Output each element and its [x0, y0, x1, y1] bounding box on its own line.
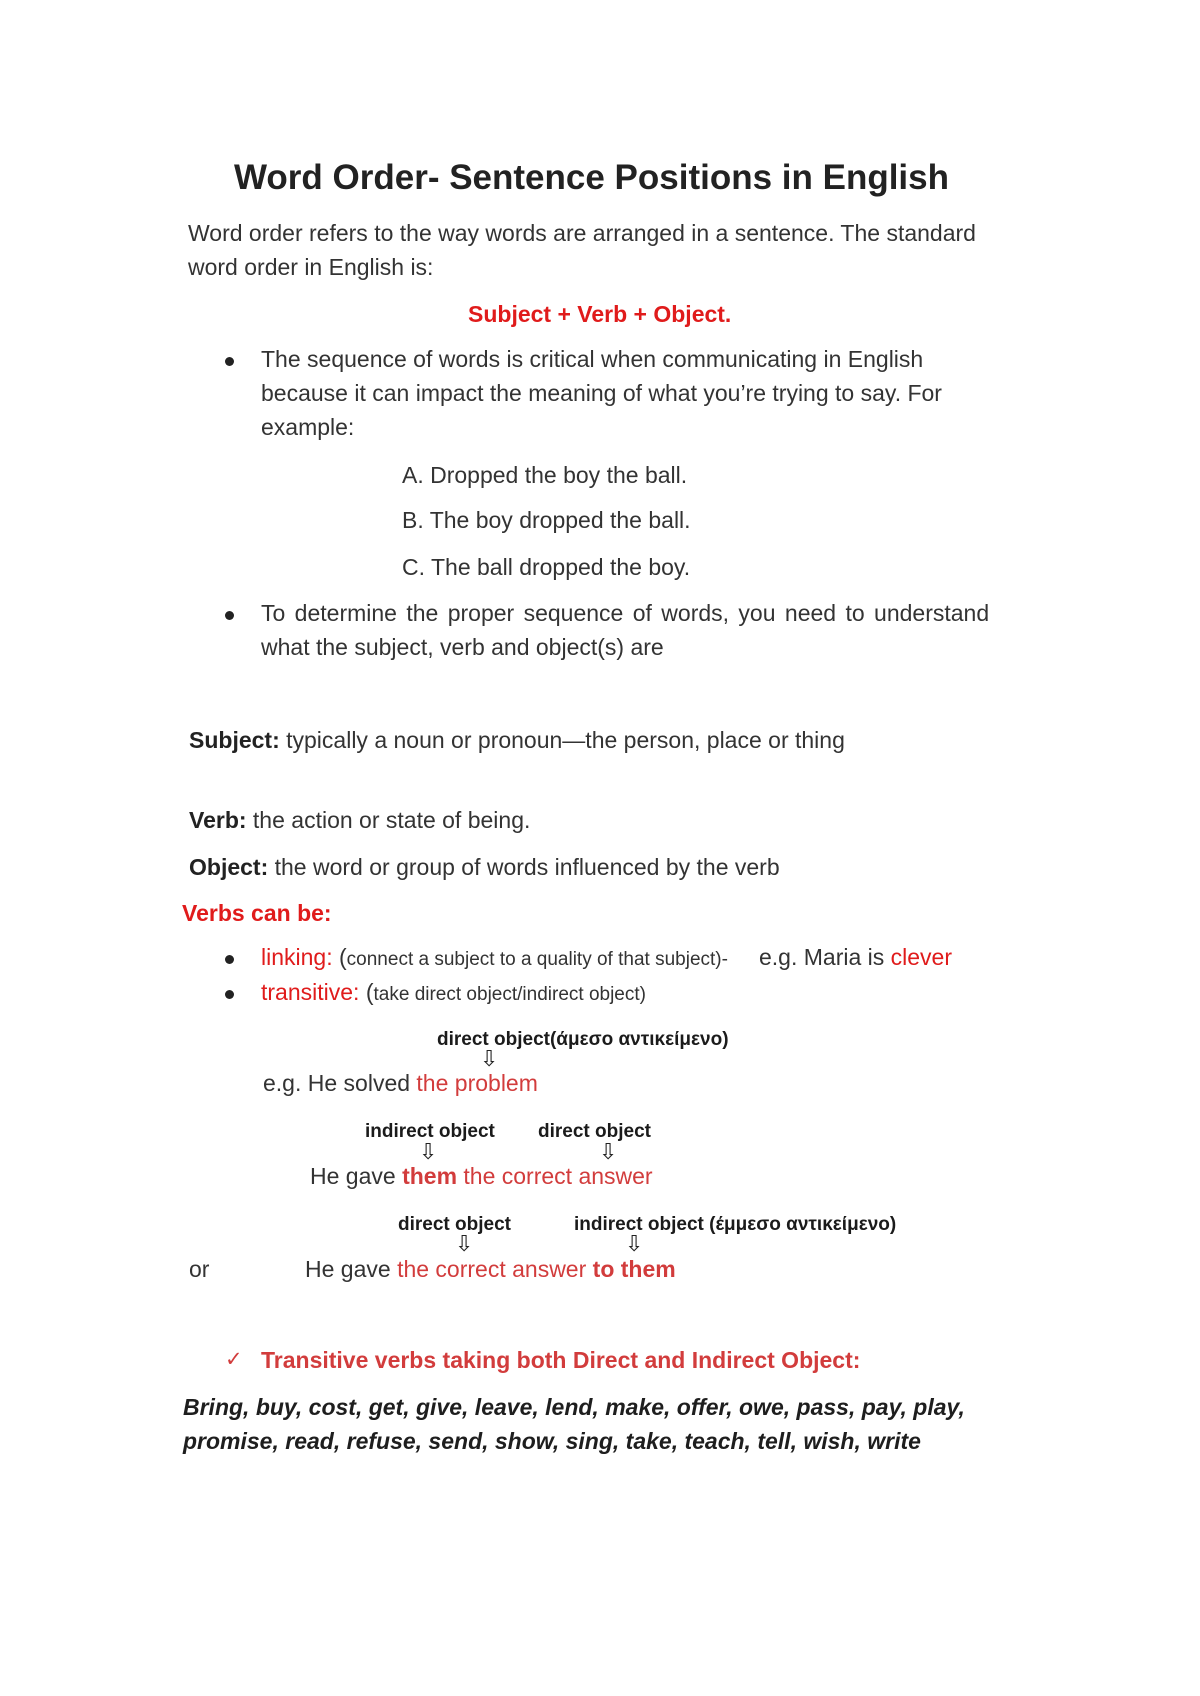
bullet1-line-2: because it can impact the meaning of what you’re trying to say. For	[261, 380, 942, 406]
example-a: A. Dropped the boy the ball.	[402, 462, 688, 488]
transitive-paren: (	[359, 979, 374, 1005]
example2-direct-object: the correct answer	[457, 1163, 653, 1189]
check-icon: ✓	[225, 1347, 243, 1371]
bullet-dot	[225, 357, 234, 366]
transitive-desc: take direct object/indirect object)	[373, 984, 646, 1005]
direct-object-label: direct object	[538, 1121, 651, 1142]
bullet2-line-1: To determine the proper sequence of words, you need to understand	[261, 600, 990, 626]
bullet-dot	[225, 990, 234, 999]
intro-line-2: word order in English is:	[188, 254, 434, 280]
linking-example-text: e.g. Maria is	[759, 944, 891, 970]
bullet1-line-1: The sequence of words is critical when communicating in English	[261, 346, 924, 372]
example3-indirect-object: to them	[592, 1256, 676, 1282]
down-arrow-icon: ⇩	[625, 1232, 644, 1257]
down-arrow-icon: ⇩	[599, 1140, 618, 1165]
linking-example-word: clever	[890, 944, 953, 970]
example3-direct-object: the correct answer	[397, 1256, 593, 1282]
example1-text: e.g. He solved	[263, 1070, 417, 1096]
subject-text: typically a noun or pronoun—the person, place or thing	[279, 727, 845, 753]
down-arrow-icon: ⇩	[455, 1232, 474, 1257]
bullet1-line-3: example:	[261, 414, 355, 440]
object-term: Object:	[189, 854, 269, 880]
example3-text: He gave	[305, 1256, 398, 1282]
direct-object-label: direct object	[398, 1214, 511, 1235]
example1-sentence	[263, 1070, 538, 1097]
linking-example	[759, 944, 952, 971]
intro-line-1: Word order refers to the way words are arranged in a sentence. The standard	[188, 220, 976, 246]
linking-term: linking:	[261, 944, 333, 970]
linking-item	[261, 944, 728, 971]
direct-object-label: direct object(άμεσο αντικείμενο)	[437, 1029, 729, 1050]
or-label: or	[189, 1256, 210, 1282]
example2-sentence	[310, 1163, 653, 1190]
transitive-verbs-heading: Transitive verbs taking both Direct and Indirect Object:	[261, 1347, 861, 1373]
verb-list-line-1: Bring, buy, cost, get, give, leave, lend, make, offer, owe, pass, pay, play,	[183, 1394, 965, 1420]
linking-desc: connect a subject to a quality of that subject)-	[346, 949, 728, 970]
example2-indirect-object: them	[402, 1163, 458, 1189]
bullet2-line-2: what the subject, verb and object(s) are	[261, 634, 664, 660]
verbs-heading: Verbs can be:	[182, 900, 332, 926]
linking-paren: (	[332, 944, 347, 970]
page-title: Word Order- Sentence Positions in English	[234, 158, 950, 197]
word-order-formula: Subject + Verb + Object.	[468, 301, 732, 327]
verb-list-line-2: promise, read, refuse, send, show, sing, take, teach, tell, wish, write	[183, 1428, 921, 1454]
example1-object: the problem	[416, 1070, 538, 1096]
object-text: the word or group of words influenced by the verb	[268, 854, 780, 880]
down-arrow-icon: ⇩	[419, 1140, 438, 1165]
example-c: C. The ball dropped the boy.	[402, 554, 691, 580]
down-arrow-icon: ⇩	[480, 1047, 499, 1072]
object-definition	[189, 854, 780, 881]
bullet-dot	[225, 955, 234, 964]
indirect-object-label: indirect object (έμμεσο αντικείμενο)	[574, 1214, 897, 1235]
subject-term: Subject:	[189, 727, 280, 753]
verb-definition	[189, 807, 530, 834]
transitive-item	[261, 979, 646, 1006]
indirect-object-label: indirect object	[365, 1121, 495, 1142]
subject-definition	[189, 727, 845, 754]
verb-term: Verb:	[189, 807, 247, 833]
transitive-term: transitive:	[261, 979, 360, 1005]
example2-text: He gave	[310, 1163, 403, 1189]
verb-text: the action or state of being.	[246, 807, 531, 833]
example-b: B. The boy dropped the ball.	[402, 507, 691, 533]
example3-sentence	[305, 1256, 676, 1283]
bullet-dot	[225, 611, 234, 620]
